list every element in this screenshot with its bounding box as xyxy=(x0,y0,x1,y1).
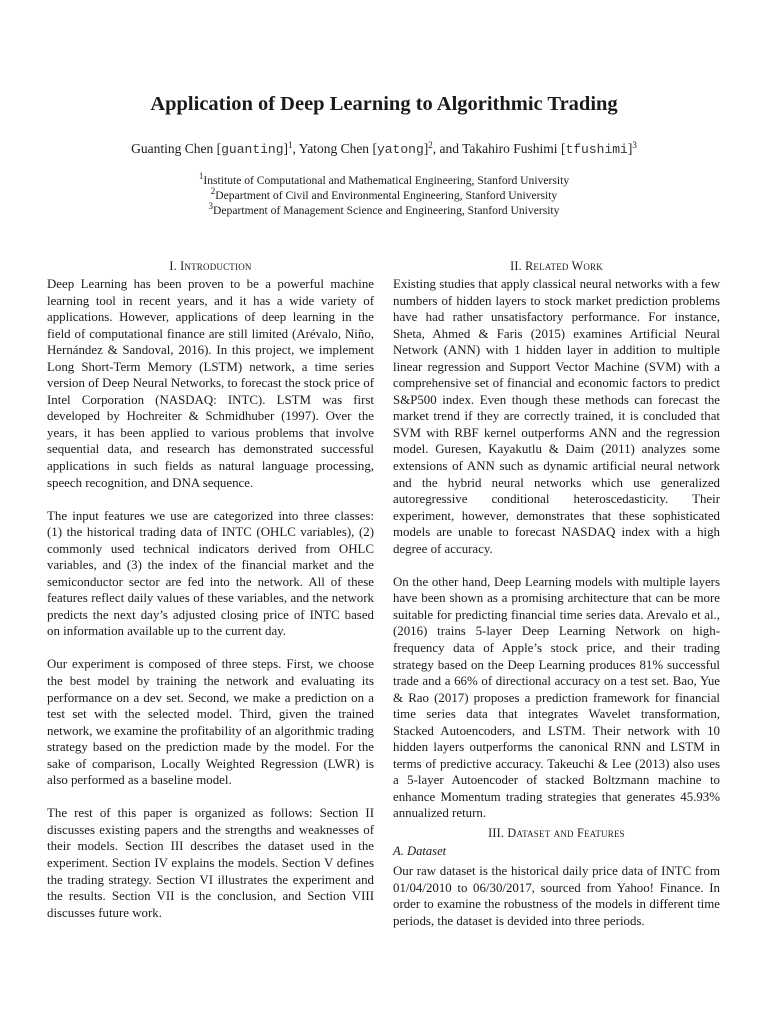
right-column xyxy=(393,258,720,929)
author-separator: , and xyxy=(432,141,463,156)
subsection-heading-dataset: A. Dataset xyxy=(393,844,447,858)
affiliation xyxy=(0,188,768,203)
section-title: Related Work xyxy=(525,259,603,273)
paragraph: Deep Learning has been proven to be a powerful machine learning tool in recent years, and it has a wide variety of applications. However, applications of deep learning in the field of computational finance are still limited (Arévalo, Niño, Hernández & Sandoval, 2016). In this project, we implement Long Short-Term Memory (LSTM) network, a time series version of Deep Neural Networks, to forecast the stock price of Intel Corporation (NASDAQ: INTC). LSTM was first developed by Hochreiter & Schmidhuber (1997). Over the years, it has been applied to various problems that involve sequential data, and research has demonstrated successful applications in such fields as natural language processing, speech recognition, and DNA sequence. xyxy=(47,277,374,490)
author-affil-num: 2 xyxy=(428,140,433,150)
left-column xyxy=(47,258,374,921)
affiliation-text: Department of Civil and Environmental Engineering, Stanford University xyxy=(215,189,558,202)
section-title: Introduction xyxy=(180,259,252,273)
author-line: Guanting Chen [guanting]$^1$, Yatong Chen [yatong]$^2$, and Takahiro Fushimi [tfushimi]$^3$ xyxy=(131,140,637,157)
affiliations xyxy=(0,173,768,218)
section-number: II. xyxy=(510,259,522,273)
section-number: I. xyxy=(169,259,177,273)
affiliation-text: Department of Management Science and Engineering, Stanford University xyxy=(213,204,560,217)
paragraph: Our raw dataset is the historical daily price data of INTC from 01/04/2010 to 06/30/2017, sourced from Yahoo! Finance. In order to examine the robustness of the models in different time periods, the dataset is devided into three periods. xyxy=(393,864,720,928)
affiliation-num: 3 xyxy=(208,201,214,211)
author-name: Guanting Chen xyxy=(131,141,214,156)
paper-title: Application of Deep Learning to Algorithmic Trading xyxy=(150,93,618,115)
paragraph: On the other hand, Deep Learning models with multiple layers have been shown as a promising architecture that can be more suitable for predicting financial time series data. Arevalo et al., (2016) trains 5-layer Deep Learning Network on high-frequency data of Apple’s stock price, and their trading strategy based on the Deep Learning produces 81% successful trade and a 66% of directional accuracy on a test set. Bao, Yue & Rao (2017) proposes a prediction framework for financial time series data that integrates Wavelet transformation, Stacked Autoencoders, and LSTM. Their network with 10 hidden layers outperforms the canonical RNN and LSTM in terms of predictive accuracy. Takeuchi & Lee (2013) also uses a 5-layer Autoencoder of stacked Boltzmann machine to enhance Momentum trading strategies that generates 45.93% annualized return. xyxy=(393,574,720,821)
paragraph: The input features we use are categorized into three classes: (1) the historical trading data of INTC (OHLC variables), (2) commonly used technical indicators derived from OHLC variables, and (3) the index of the financial market and the semiconductor sector are fed into the network. All of these features reflect daily values of these variables, and the network predicts the next day’s adjusted closing price of INTC based on information available up to the current day. xyxy=(47,508,374,639)
affiliation-text: Institute of Computational and Mathematical Engineering, Stanford University xyxy=(203,174,570,187)
affiliation-num: 2 xyxy=(210,186,216,196)
section-heading-related-work xyxy=(393,258,720,274)
paragraph: The rest of this paper is organized as follows: Section II discusses existing papers and the strengths and weaknesses of their models. Section III describes the dataset used in the experiment. Section IV explains the models. Section V defines the trading strategy. Section VI illustrates the experiment and the results. Section VII is the conclusion, and Section VIII discusses future work. xyxy=(47,806,374,920)
author-name: Yatong Chen xyxy=(298,141,370,156)
author-affil-num: 1 xyxy=(288,140,293,150)
affiliation xyxy=(0,203,768,218)
section-title: Dataset and Features xyxy=(507,826,625,840)
section-heading-introduction xyxy=(47,258,374,274)
author-name: Takahiro Fushimi xyxy=(462,141,558,156)
paragraph: Our experiment is composed of three steps. First, we choose the best model by training the network and evaluating its performance on a dev set. Second, we make a prediction on a test set with the selected model. Third, given the trained network, we examine the profitability of an algorithmic trading strategy based on the prediction made by the model. For the sake of comparison, Locally Weighted Regression (LWR) is also performed as a baseline model. xyxy=(47,657,374,788)
section-heading-dataset-and-features xyxy=(393,825,720,841)
affiliation xyxy=(0,173,768,188)
section-number: III. xyxy=(488,826,505,840)
author-affil-num: 3 xyxy=(632,140,637,150)
author-separator: , xyxy=(292,141,299,156)
author-id: tfushimi xyxy=(565,142,628,157)
author-id: guanting xyxy=(221,142,284,157)
affiliation-num: 1 xyxy=(198,171,204,181)
paragraph: Existing studies that apply classical neural networks with a few numbers of hidden layers to stock market prediction problems have had rather unsatisfactory performance. For instance, Sheta, Ahmed & Faris (2015) examines Artificial Neural Network (ANN) with 1 hidden layer in addition to multiple linear regression and Support Vector Machine (SVM) with a comprehensive set of financial and economic factors to predict S&P500 index. Even though these methods can forecast the market trend if they are correctly trained, it is concluded that SVM with RBF kernel outperforms ANN and the regression model. Guresen, Kayakutlu & Daim (2011) analyzes some extensions of ANN such as dynamic artificial neural network and the hybrid neural networks which use generalized autoregressive conditional heteroscedasticity. Their experiment, however, demonstrates that these sophisticated models are unable to forecast NASDAQ index with a high degree of accuracy. xyxy=(393,277,720,556)
author-id: yatong xyxy=(376,142,424,157)
